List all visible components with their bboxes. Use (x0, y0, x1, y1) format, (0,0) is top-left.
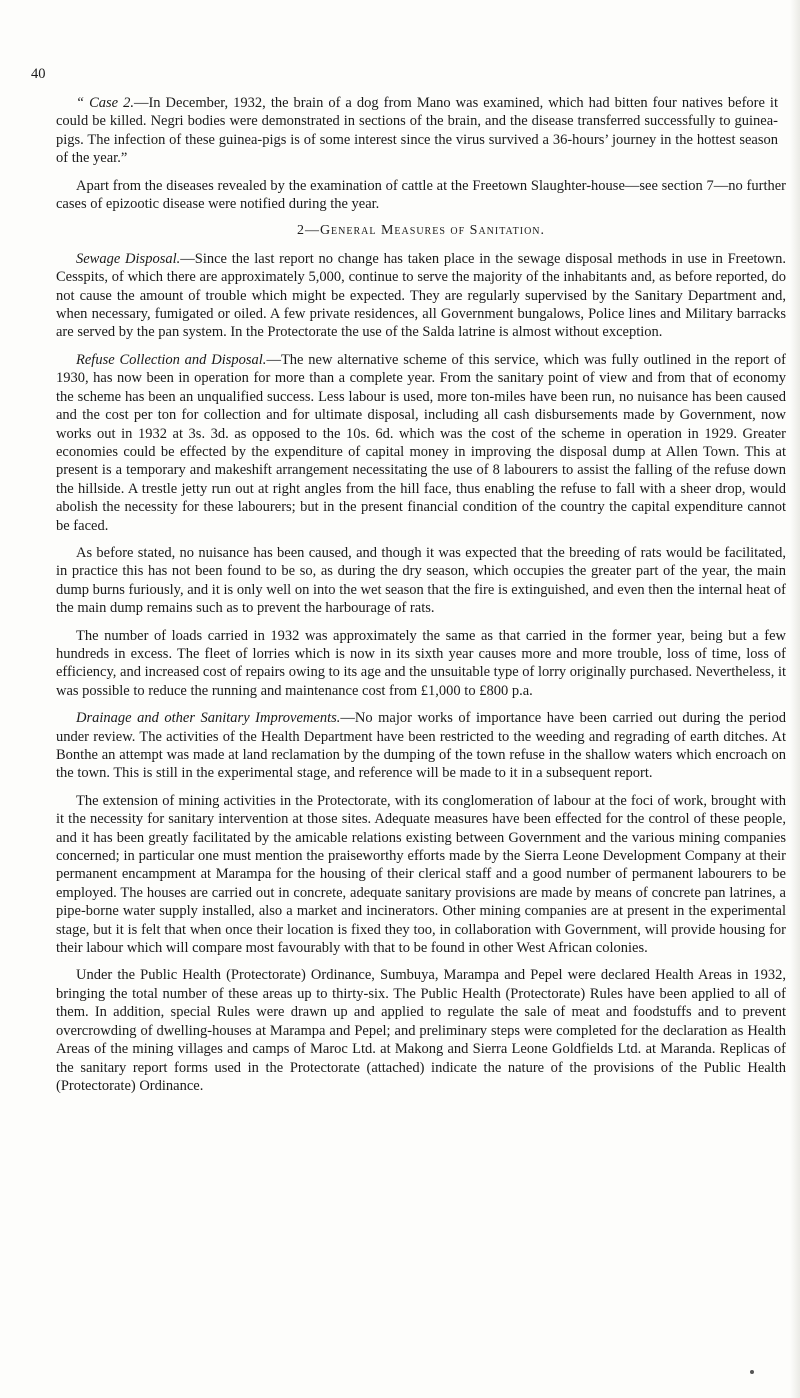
sewage-disposal-paragraph (56, 250, 786, 342)
loads-paragraph: The number of loads carried in 1932 was approximately the same as that carried in the former year, being but a few hundreds in excess. The fleet of lorries which is now in its sixth year causes more and more trouble, loss of time, loss of efficiency, and increased cost of repairs owing to its age and the unsuitable type of lorry originally purchased. Nevertheless, it was possible to reduce the running and maintenance cost from £1,000 to £800 p.a. (56, 627, 786, 699)
refuse-collection-text: —The new alternative scheme of this service, which was fully outlined in the report of 1930, has now been in operation for more than a complete year. From the sanitary point of view and from that of economy the scheme has been an unqualified success. Less labour is used, more ton-miles have been run, no nuisance has been caused and the cost per ton for collection and for ultimate disposal, including all cash disbursements made by Government, now works out in 1932 at 3s. 3d. as opposed to the 10s. 6d. which was the cost of the scheme in operation in 1929. Greater economies could be effected by the expenditure of capital money in improving the disposal dump at Allen Town. This at present is a temporary and makeshift arrangement necessitating the use of 8 labourers to assist the falling of the refuse down the hillside. A trestle jetty run out at right angles from the hill face, thus enabling the refuse to fall with a sheer drop, would abolish the necessity for these labourers; but in the present financial condition of the country the capital expenditure cannot be faced. (56, 351, 786, 534)
ordinance-paragraph: Under the Public Health (Protectorate) Ordinance, Sumbuya, Marampa and Pepel were declared Health Areas in 1932, bringing the total number of these areas up to thirty-six. The Public Health (Protectorate) Rules have been applied to all of them. In addition, special Rules were drawn up and applied to regulate the sale of meat and foodstuffs and to prevent overcrowding of dwelling-houses at Marampa and Pepel; and preliminary steps were completed for the declaration as Health Areas of the mining villages and camps of Maroc Ltd. at Makong and Sierra Leone Goldfields Ltd. at Maranda. Replicas of the sanitary report forms used in the Protectorate (attached) indicate the nature of the provisions of the Public Health (Protectorate) Ordinance. (56, 967, 786, 1094)
drainage-subhead: Drainage and other Sanitary Improvements. (76, 710, 341, 727)
drainage-paragraph (56, 709, 786, 783)
slaughter-house-paragraph: Apart from the diseases revealed by the examination of cattle at the Freetown Slaughter-house—see section 7—no further cases of epizootic disease were notified during the year. (56, 177, 786, 213)
section-heading: 2—General Measures of Sanitation. (296, 223, 546, 239)
page-edge-shadow (790, 0, 800, 1398)
nuisance-paragraph: As before stated, no nuisance has been caused, and though it was expected that the breeding of rats would be facilitated, in practice this has not been found to be so, as during the dry season, which occupies the greater part of the year, the main dump burns furiously, and it is only well on into the wet season that the fire is extinguished, and even then the internal heat of the main dump remains such as to prevent the harbourage of rats. (56, 544, 786, 617)
quoted-case-paragraph (56, 94, 786, 168)
mining-paragraph: The extension of mining activities in the Protectorate, with its conglomeration of labour at the foci of work, brought with it the necessity for sanitary intervention at those sites. Adequate measures have been effected for the control of these people, and it has been greatly facilitated by the amicable relations existing between Government and the various mining companies concerned; in particular one must mention the praiseworthy efforts made by the Sierra Leone Development Company at their permanent encampment at Marampa for the housing of their clerical staff and a good number of permanent labourers to be employed. The houses are carried out in concrete, adequate sanitary provisions are made by means of concrete pan latrines, a pipe-borne water supply installed, also a market and incinerators. Other mining companies are at present in the experimental stage, but it is felt that when once their location is fixed they too, in collaboration with Government, will provide housing for their labour which will compare most favourably with that to be found in other West African colonies. (56, 792, 786, 957)
page-number: 40 (31, 66, 46, 82)
sewage-disposal-text: —Since the last report no change has taken place in the sewage disposal methods in use in Freetown. Cesspits, of which there are approximately 5,000, continue to serve the majority of the inhabitants and, as before reported, do not cause the amount of trouble which might be expected. They are regularly supervised by the Sanitary Department and, when necessary, fumigated or oiled. A few private residences, all Government bungalows, Police lines and Military barracks are served by the pan system. In the Protectorate the use of the Salda latrine is almost without exception. (56, 250, 787, 341)
refuse-collection-paragraph (56, 351, 786, 535)
case-2-subhead: “ Case 2. (76, 95, 134, 111)
drainage-text: —No major works of importance have been carried out during the period under review. The activities of the Health Department have been restricted to the weeding and regrading of earth ditches. At Bonthe an attempt was made at land reclamation by the dumping of the town refuse in the shallow waters which encroach on the town. This is still in the experimental stage, and reference will be made to it in a subsequent report. (56, 710, 786, 782)
ink-speck (750, 1370, 754, 1374)
refuse-collection-subhead: Refuse Collection and Disposal. (76, 351, 267, 368)
case-2-paragraph (56, 94, 786, 168)
sewage-disposal-subhead: Sewage Disposal. (76, 250, 181, 267)
case-2-text: —In December, 1932, the brain of a dog from Mano was examined, which had bitten four natives before it could be killed. Negri bodies were demonstrated in sections of the brain, and the disease transferred successfully to guinea-pigs. The infection of these guinea-pigs is of some interest since the virus survived a 36-hours’ journey in the hottest season of the year.” (56, 95, 778, 167)
page-body (56, 94, 786, 1104)
